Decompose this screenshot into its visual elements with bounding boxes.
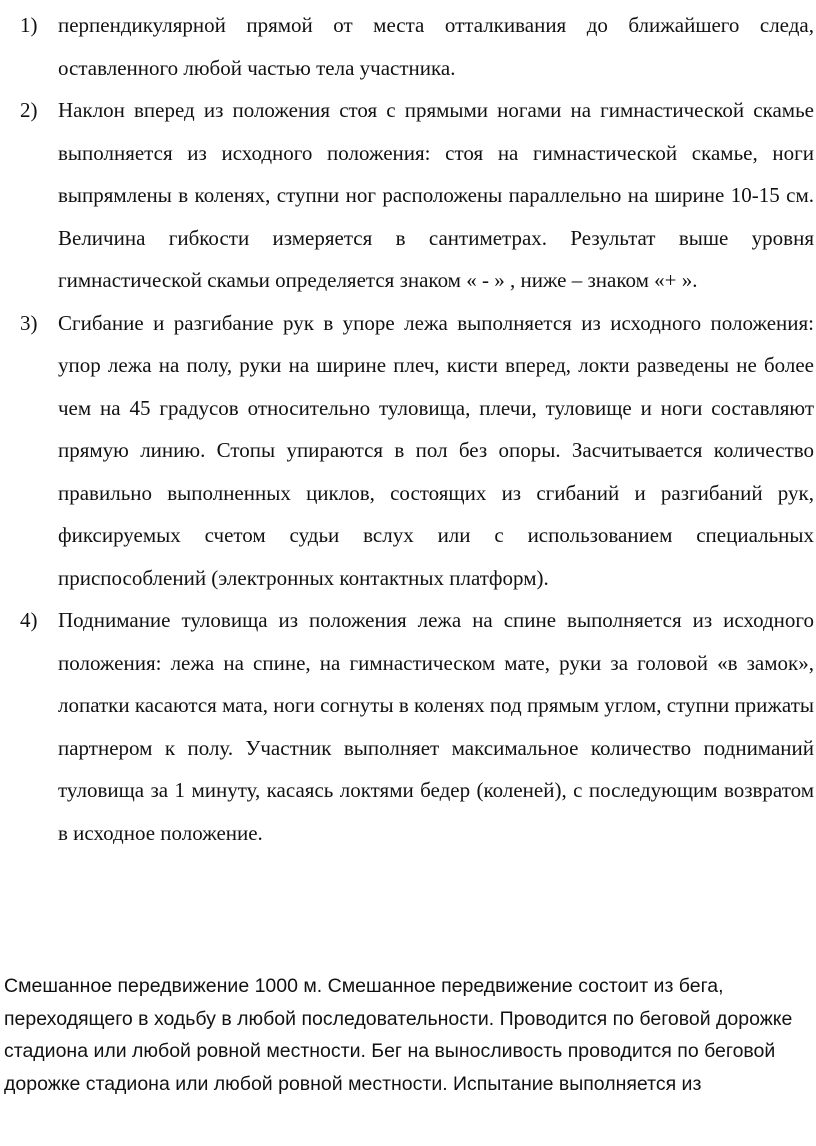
list-item [20,599,814,854]
list-item [20,89,814,302]
list-item-number: 2) [20,98,38,122]
list-item [20,302,814,600]
list-item-text: Сгибание и разгибание рук в упоре лежа выполняется из исходного положения: упор лежа на полу, руки на ширине плеч, кисти вперед, локти разведены не более чем на 45 градусов относительно туловища, плечи, туловище и ноги составляют прямую линию. Стопы упираются в пол без опоры. Засчитывается количество правильно выполненных циклов, состоящих из сгибаний и разгибаний рук, фиксируемых счетом судьи вслух или с использованием специальных приспособлений (электронных контактных платформ). [58,310,814,590]
list-item-number: 4) [20,608,38,632]
test-instructions-list [20,4,816,854]
list-item-text: перпендикулярной прямой от места отталкивания до ближайшего следа, оставленного любой частью тела участника. [58,13,814,80]
list-item-text: Поднимание туловища из положения лежа на спине выполняется из исходного положения: лежа на спине, на гимнастическом мате, руки за головой «в замок», лопатки касаются мата, ноги согнуты в коленях под прямым углом, ступни прижаты партнером к полу. Участник выполняет максимальное количество подниманий туловища за 1 минуту, касаясь локтями бедер (коленей), с последующим возвратом в исходное положение. [58,608,814,845]
paragraph-body: Смешанное передвижение состоит из бега, переходящего в ходьбу в любой последовательности. Проводится по беговой дорожке стадиона или любой ровной местности. Бег на выносливость проводится по беговой дорожке стадиона или любой ровной местности. Испытание выполняется из [4,975,793,1095]
mixed-movement-paragraph [4,970,804,1100]
list-item-text: Наклон вперед из положения стоя с прямыми ногами на гимнастической скамье выполняется из исходного положения: стоя на гимнастической скамье, ноги выпрямлены в коленях, ступни ног расположены параллельно на ширине 10-15 см. Величина гибкости измеряется в сантиметрах. Результат выше уровня гимнастической скамьи определяется знаком « - » , ниже – знаком «+ ». [58,98,814,292]
list-item [20,4,814,89]
list-item-number: 3) [20,310,38,335]
list-item-number: 1) [20,13,38,37]
paragraph-lead: Смешанное передвижение 1000 м. [4,975,323,997]
